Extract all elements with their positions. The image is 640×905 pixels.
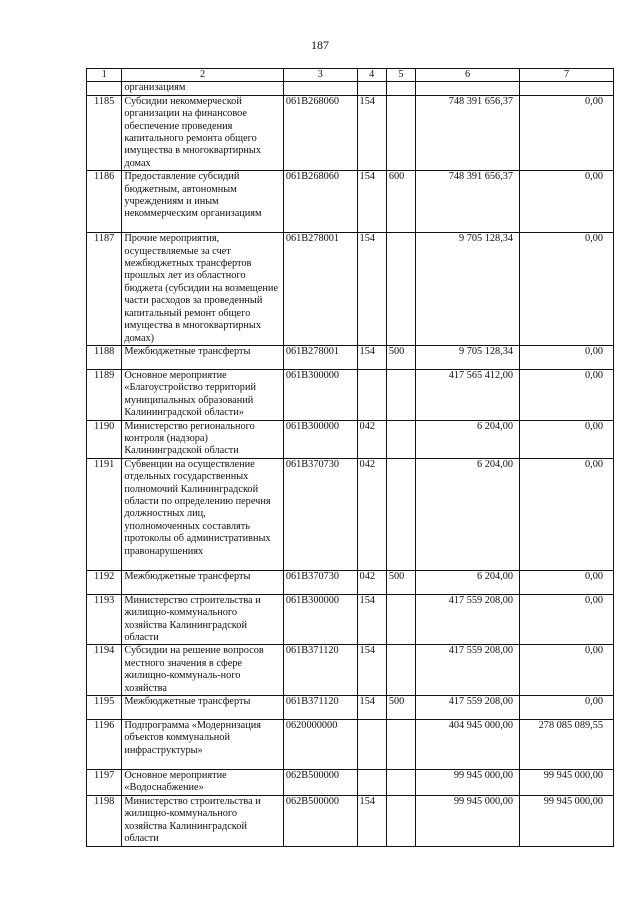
row-amount-2: 0,00 [520, 570, 614, 594]
table-row [87, 645, 614, 696]
row-col-5 [386, 645, 415, 696]
row-number: 1187 [87, 233, 122, 346]
row-name: Субсидии на решение вопросов местного значения в сфере жилищно-коммуналь-ного хозяйства [122, 645, 284, 696]
row-col-4: 042 [357, 420, 386, 458]
row-code: 062В500000 [283, 770, 357, 796]
row-code: 061В300000 [283, 594, 357, 645]
row-col-5: 500 [386, 696, 415, 720]
row-amount-2: 0,00 [520, 594, 614, 645]
row-code: 0620000000 [283, 720, 357, 770]
row-number: 1185 [87, 95, 122, 170]
row-amount-2: 0,00 [520, 369, 614, 420]
row-col-4: 154 [357, 696, 386, 720]
table-row [87, 95, 614, 170]
header-col-2: 2 [122, 69, 284, 82]
row-number: 1196 [87, 720, 122, 770]
row-name: Прочие мероприятия, осуществляемые за счет межбюджетных трансфертов прошлых лет из областного бюджета (субсидии на возмещение части расходов за проведенный капитальный ремонт общего имущества в многоквартирных домах) [122, 233, 284, 346]
row-amount-2: 0,00 [520, 345, 614, 369]
row-amount-1: 417 559 208,00 [416, 645, 520, 696]
header-col-1: 1 [87, 69, 122, 82]
row-code: 061В268060 [283, 95, 357, 170]
table-row [87, 233, 614, 346]
row-amount-1: 9 705 128,34 [416, 233, 520, 346]
row-amount-1: 417 559 208,00 [416, 594, 520, 645]
header-col-7: 7 [520, 69, 614, 82]
table-row [87, 720, 614, 770]
table-row [87, 570, 614, 594]
row-number: 1189 [87, 369, 122, 420]
row-amount-1: 99 945 000,00 [416, 770, 520, 796]
table-row [87, 796, 614, 847]
row-name: Министерство регионального контроля (надзора) Калининградской области [122, 420, 284, 458]
row-number: 1188 [87, 345, 122, 369]
table-row [87, 696, 614, 720]
row-col-4: 154 [357, 233, 386, 346]
row-number: 1193 [87, 594, 122, 645]
row-name: Межбюджетные трансферты [122, 696, 284, 720]
table-row [87, 594, 614, 645]
row-amount-1: 99 945 000,00 [416, 796, 520, 847]
row-col-5 [386, 233, 415, 346]
row-amount-2: 0,00 [520, 95, 614, 170]
row-amount-1: 404 945 000,00 [416, 720, 520, 770]
row-amount-2: 0,00 [520, 420, 614, 458]
row-number: 1194 [87, 645, 122, 696]
page-number: 187 [311, 38, 329, 52]
row-number: 1190 [87, 420, 122, 458]
row-col-4: 154 [357, 95, 386, 170]
header-row [87, 69, 614, 82]
row-col-4 [357, 369, 386, 420]
row-col-4 [357, 720, 386, 770]
row-code: 062В500000 [283, 796, 357, 847]
row-col-5: 500 [386, 345, 415, 369]
header-col-5: 5 [386, 69, 415, 82]
row-name: Межбюджетные трансферты [122, 570, 284, 594]
row-name: Основное мероприятие «Водоснабжение» [122, 770, 284, 796]
row-col-4: 154 [357, 796, 386, 847]
row-name: Межбюджетные трансферты [122, 345, 284, 369]
row-number: 1191 [87, 458, 122, 570]
row-name: Субвенции на осуществление отдельных государственных полномочий Калининградской области по определению перечня должностных лиц, уполномоченных составлять протоколы об административных правонарушениях [122, 458, 284, 570]
row-name: Подпрограмма «Модернизация объектов коммунальной инфраструктуры» [122, 720, 284, 770]
row-amount-2: 278 085 089,55 [520, 720, 614, 770]
table-row [87, 420, 614, 458]
row-col-5 [386, 720, 415, 770]
row-col-4: 154 [357, 171, 386, 233]
row-amount-1: 748 391 656,37 [416, 95, 520, 170]
row-amount-2: 0,00 [520, 171, 614, 233]
row-amount-1: 6 204,00 [416, 458, 520, 570]
row-name: Министерство строительства и жилищно-коммунального хозяйства Калининградской области [122, 796, 284, 847]
table-row [87, 171, 614, 233]
row-code: 061В370730 [283, 570, 357, 594]
row-code: 061В278001 [283, 233, 357, 346]
row-col-5 [386, 458, 415, 570]
row-col-5 [386, 594, 415, 645]
row-amount-2: 99 945 000,00 [520, 796, 614, 847]
budget-table [86, 68, 614, 847]
row-amount-2: 0,00 [520, 645, 614, 696]
row-name: Министерство строительства и жилищно-коммунального хозяйства Калининградской области [122, 594, 284, 645]
row-number: 1197 [87, 770, 122, 796]
row-amount-1: 417 559 208,00 [416, 696, 520, 720]
continuation-text: организациям [122, 82, 284, 95]
row-amount-2: 99 945 000,00 [520, 770, 614, 796]
header-col-4: 4 [357, 69, 386, 82]
row-col-4: 042 [357, 458, 386, 570]
row-col-5 [386, 95, 415, 170]
row-amount-2: 0,00 [520, 233, 614, 346]
row-col-5: 600 [386, 171, 415, 233]
table-row [87, 369, 614, 420]
row-col-5 [386, 770, 415, 796]
row-number: 1186 [87, 171, 122, 233]
row-col-4: 154 [357, 345, 386, 369]
row-col-4: 154 [357, 594, 386, 645]
row-col-4 [357, 770, 386, 796]
row-code: 061В278001 [283, 345, 357, 369]
row-code: 061В268060 [283, 171, 357, 233]
row-col-5 [386, 369, 415, 420]
table-row [87, 458, 614, 570]
row-code: 061В370730 [283, 458, 357, 570]
row-amount-1: 6 204,00 [416, 570, 520, 594]
row-name: Основное мероприятие «Благоустройство территорий муниципальных образований Калининградской области» [122, 369, 284, 420]
table-row [87, 770, 614, 796]
row-col-5 [386, 796, 415, 847]
row-amount-1: 417 565 412,00 [416, 369, 520, 420]
row-amount-1: 9 705 128,34 [416, 345, 520, 369]
row-number: 1198 [87, 796, 122, 847]
row-code: 061В300000 [283, 369, 357, 420]
row-number: 1195 [87, 696, 122, 720]
row-amount-1: 6 204,00 [416, 420, 520, 458]
row-code: 061В371120 [283, 645, 357, 696]
row-name: Субсидии некоммерческой организации на финансовое обеспечение проведения капитального ремонта общего имущества в многоквартирных домах [122, 95, 284, 170]
row-col-5: 500 [386, 570, 415, 594]
row-amount-1: 748 391 656,37 [416, 171, 520, 233]
header-col-3: 3 [283, 69, 357, 82]
continuation-row [87, 82, 614, 95]
row-code: 061В371120 [283, 696, 357, 720]
row-amount-2: 0,00 [520, 696, 614, 720]
row-col-4: 154 [357, 645, 386, 696]
row-name: Предоставление субсидий бюджетным, автономным учреждениям и иным некоммерческим организациям [122, 171, 284, 233]
table-row [87, 345, 614, 369]
row-number: 1192 [87, 570, 122, 594]
row-col-4: 042 [357, 570, 386, 594]
header-col-6: 6 [416, 69, 520, 82]
row-col-5 [386, 420, 415, 458]
row-amount-2: 0,00 [520, 458, 614, 570]
row-code: 061В300000 [283, 420, 357, 458]
